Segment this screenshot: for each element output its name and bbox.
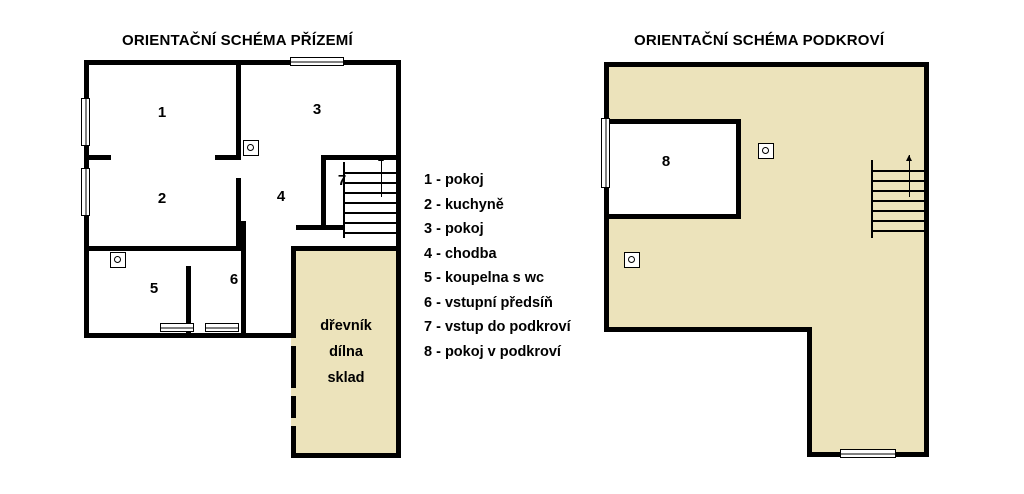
stair-direction-arrow-ground	[381, 155, 382, 197]
attic-window-left	[601, 118, 610, 188]
page-title-ground-floor: ORIENTAČNÍ SCHÉMA PŘÍZEMÍ	[122, 32, 353, 49]
room-label-7: 7	[337, 172, 347, 189]
annex-wall-left-seg3	[291, 396, 296, 418]
legend-item-6: 6 - vstupní předsíň	[424, 294, 553, 311]
interior-wall-room7-divider	[321, 225, 343, 230]
page-title-attic: ORIENTAČNÍ SCHÉMA PODKROVÍ	[634, 32, 885, 49]
room-label-5: 5	[149, 280, 159, 297]
annex-wall-left-seg4	[291, 426, 296, 458]
attic-chimney-symbol-upper	[758, 143, 774, 159]
ground-floor-floorplan	[0, 0, 420, 494]
annex-wall-top	[291, 246, 401, 251]
room-label-3: 3	[312, 101, 322, 118]
attic-chimney-symbol-lower	[624, 252, 640, 268]
interior-wall-stair-left	[321, 155, 326, 225]
window-room1-left	[81, 98, 90, 146]
legend-item-2: 2 - kuchyně	[424, 196, 504, 213]
chimney-symbol-corridor	[243, 140, 259, 156]
legend-item-1: 1 - pokoj	[424, 172, 484, 188]
legend-item-7: 7 - vstup do podkroví	[424, 319, 571, 335]
legend-item-4: 4 - chodba	[424, 245, 497, 262]
window-room6-bottom	[205, 323, 239, 332]
interior-wall-vertical-center-top	[236, 60, 241, 155]
interior-wall-horizontal-1-2-left	[84, 155, 111, 160]
exterior-wall-top	[84, 60, 401, 65]
room-label-6: 6	[229, 271, 239, 288]
attic-fill-wing	[809, 329, 926, 457]
interior-wall-horizontal-1-2-right	[215, 155, 241, 160]
attic-room8-wall-bottom	[604, 214, 741, 219]
attic-wall-top	[604, 62, 929, 67]
annex-label-line-2: dílna	[329, 344, 363, 360]
attic-window-bottom	[840, 449, 896, 458]
staircase-attic	[871, 160, 924, 238]
stair-direction-arrow-attic	[909, 155, 910, 197]
window-room5-bottom	[160, 323, 194, 332]
attic-floorplan	[590, 0, 1024, 494]
attic-wall-right	[924, 62, 929, 457]
window-room3-top	[290, 57, 344, 66]
legend-item-5: 5 - koupelna s wc	[424, 270, 545, 286]
room-label-4: 4	[276, 188, 286, 205]
attic-room8-wall-top	[604, 119, 741, 124]
window-room2-left	[81, 168, 90, 216]
annex-label-line-3: sklad	[327, 370, 365, 386]
attic-room-label-8: 8	[661, 153, 671, 170]
attic-wall-bottom-left-step	[604, 327, 812, 332]
legend-item-3: 3 - pokoj	[424, 221, 484, 237]
attic-room8-wall-right	[736, 119, 741, 219]
legend-item-8: 8 - pokoj v podkroví	[424, 343, 561, 360]
legend	[424, 168, 604, 364]
interior-wall-corridor-bottom	[296, 225, 321, 230]
interior-wall-stair-top	[321, 155, 396, 160]
interior-wall-horizontal-lower	[84, 246, 241, 251]
exterior-wall-right	[396, 60, 401, 458]
annex-label-line-1: dřevník	[320, 318, 372, 334]
attic-wall-left	[604, 62, 609, 329]
chimney-symbol-room5	[110, 252, 126, 268]
attic-wall-step-vertical	[807, 327, 812, 457]
room-label-2: 2	[157, 190, 167, 207]
annex-wall-bottom	[291, 453, 401, 458]
room-label-1: 1	[157, 104, 167, 121]
